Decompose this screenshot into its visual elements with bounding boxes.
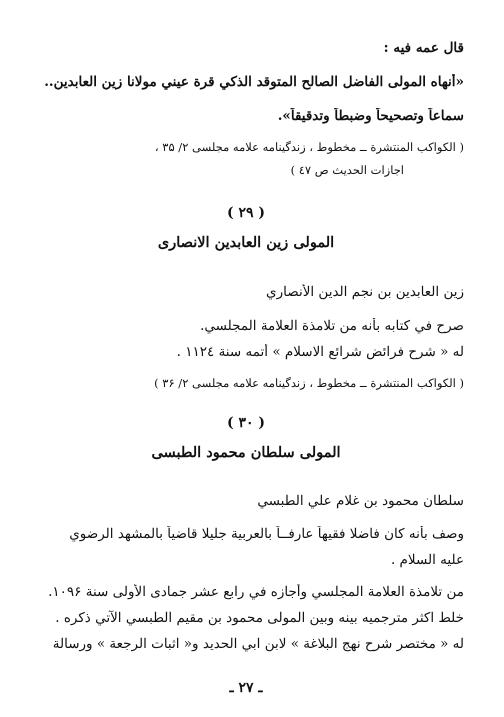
page-number: ـ ۲۷ ـ xyxy=(229,680,263,696)
text-line: «أنهاه المولى الفاضل الصالح المتوقد الذكي قرة عيني مولانا زين العابدين.. xyxy=(44,74,464,90)
entry-heading: المولى سلطان محمود الطبسى xyxy=(151,444,341,461)
text-line: له « مختصر شرح نهج البلاغة » لابن ابي الحديد و« اثبات الرجعة » ورسالة xyxy=(52,636,464,652)
text-line: وصف بأنه كان فاضلا فقيهاً عارفــاً بالعربية جليلا قاضياً بالمشهد الرضوي xyxy=(69,526,464,542)
text-line: سلطان محمود بن غلام علي الطبسي xyxy=(257,493,464,509)
entry-number: ( ۲۹ ) xyxy=(226,205,266,221)
text-line: له « شرح فرائض شرائع الاسلام » أتمه سنة ۱۱۲٤ . xyxy=(176,344,464,360)
text-line: عليه السلام . xyxy=(390,552,464,568)
citation-line: ( الكواكب المنتشرة ــ مخطوط ، زندگينامه علامه مجلسی ۲/ ۳۶ ) xyxy=(154,376,464,390)
citation-line: ( الكواكب المنتشرة ــ مخطوط ، زندگينامه علامه مجلسی ۲/ ۳۵ ، xyxy=(154,140,464,154)
entry-number: ( ۳۰ ) xyxy=(226,415,266,431)
citation-line: اجازات الحديث ص ٤٧ ) xyxy=(290,163,404,177)
entry-heading: المولى زين العابدين الانصارى xyxy=(157,234,335,251)
text-line: سماعاً وتصحيحاً وضبطاً وتدقيقاً». xyxy=(277,108,464,124)
text-line: زين العابدين بن نجم الدين الأنصاري xyxy=(266,284,464,300)
text-line: خلط اكثر مترجميه بينه وبين المولى محمود بن مقيم الطبسي الآتي ذكره . xyxy=(55,610,464,626)
text-line: قال عمه فيه : xyxy=(383,40,464,56)
text-line: من تلامذة العلامة المجلسي وأجازه في رابع عشر جمادى الأولى سنة ۱۰۹۶. xyxy=(48,584,464,600)
text-line: صرح في كتابه بأنه من تلامذة العلامة المجلسي. xyxy=(200,318,464,334)
